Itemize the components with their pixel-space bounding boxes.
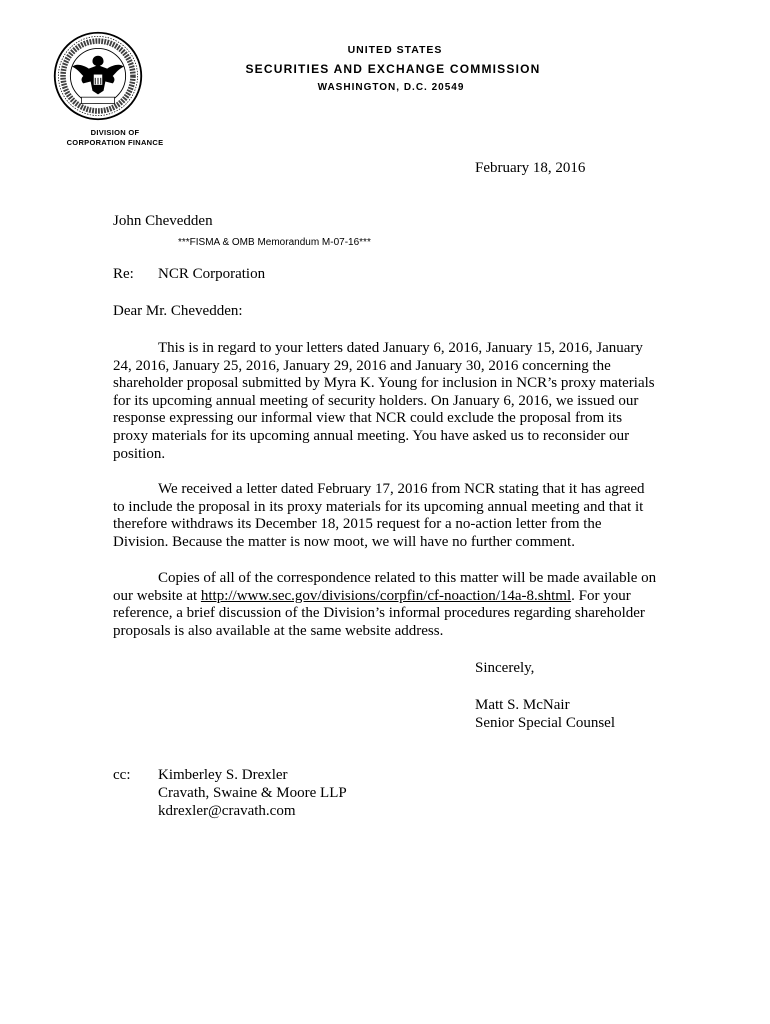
- letterhead-address: WASHINGTON, D.C. 20549: [317, 82, 465, 93]
- signer-name: Matt S. McNair: [475, 697, 570, 713]
- body-paragraph-2: We received a letter dated February 17, 2016 from NCR stating that it has agreed to include the proposal in its proxy materials for its upcoming annual meeting and that it therefore withdraws its December 18, 2015 request for a no-action letter from the Division. Because the matter is now moot, we will have no further comment.: [113, 481, 645, 550]
- sec-noaction-link[interactable]: http://www.sec.gov/divisions/corpfin/cf-noaction/14a-8.shtml: [200, 587, 572, 604]
- letterhead-agency: SECURITIES AND EXCHANGE COMMISSION: [245, 62, 541, 76]
- subject-line: [113, 266, 265, 283]
- letter-date: February 18, 2016: [475, 160, 586, 176]
- division-line-1: DIVISION OF: [90, 128, 140, 137]
- letterhead-country: UNITED STATES: [347, 44, 443, 56]
- subject-label: Re:: [113, 266, 134, 282]
- cc-label: cc:: [113, 767, 131, 783]
- signer-title: Senior Special Counsel: [475, 715, 615, 731]
- cc-name: Kimberley S. Drexler: [158, 767, 288, 783]
- closing: Sincerely,: [475, 660, 535, 676]
- cc-email[interactable]: kdrexler@cravath.com: [158, 803, 296, 819]
- body-paragraph-3: [113, 570, 658, 640]
- paragraph-3-end: . For your reference, a brief discussion of the Division’s informal procedures regarding shareholder proposals is also available at the same website address.: [113, 587, 645, 639]
- cc-firm: Cravath, Swaine & Moore LLP: [158, 785, 347, 801]
- division-line-2: CORPORATION FINANCE: [66, 138, 164, 147]
- letterhead: [0, 44, 770, 93]
- subject-text: NCR Corporation: [158, 266, 266, 282]
- salutation: Dear Mr. Chevedden:: [113, 303, 243, 319]
- signature-block: [475, 696, 615, 732]
- division-name: [40, 128, 190, 148]
- recipient-name: John Chevedden: [113, 213, 213, 229]
- recipient-address-note: ***FISMA & OMB Memorandum M-07-16***: [178, 237, 371, 248]
- body-paragraph-1: This is in regard to your letters dated January 6, 2016, January 15, 2016, January 24, 2016, January 25, 2016, January 29, 2016 and January 30, 2016 concerning the shareholder proposal submitted by Myra K. Young for inclusion in NCR’s proxy materials for its upcoming annual meeting of security holders. On January 6, 2016, we issued our response expressing our informal view that NCR could exclude the proposal from its proxy materials for its upcoming annual meeting. You have asked us to reconsider our position.: [113, 340, 655, 462]
- cc-block: [113, 766, 347, 820]
- paragraph-3-start: Copies of all of the correspondence related to this matter will be made available on our website at: [113, 570, 657, 604]
